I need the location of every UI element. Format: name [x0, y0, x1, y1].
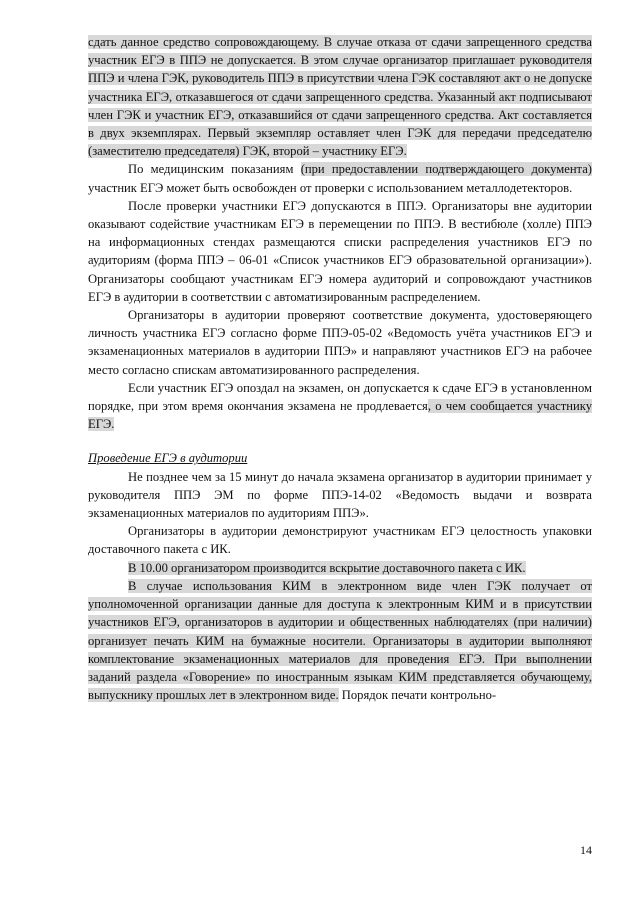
- highlighted-text: В 10.00 организатором производится вскрытие доставочного пакета с ИК.: [128, 560, 526, 575]
- highlighted-text: , о чем сообщается участнику ЕГЭ.: [88, 399, 592, 432]
- paragraph-p3: [88, 197, 592, 306]
- text-span: Организаторы в аудитории демонстрируют участникам ЕГЭ целостность упаковки доставочного пакета с ИК.: [88, 524, 592, 557]
- paragraph-p9: [88, 577, 592, 704]
- text-span: участник ЕГЭ может быть освобожден от проверки с использованием металлодетекторов.: [88, 180, 573, 195]
- text-span: Организаторы в аудитории проверяют соответствие документа, удостоверяющего личность участника ЕГЭ согласно форме ППЭ-05-02 «Ведомость учёта участников ЕГЭ и экзаменационных материалов в аудитории ППЭ» и направляют участников ЕГЭ на рабочее место согласно спискам автоматизированного распределения.: [88, 308, 592, 377]
- text-span: По медицинским показаниям: [128, 162, 301, 177]
- section-heading: [88, 449, 592, 467]
- text-span: Не позднее чем за 15 минут до начала экзамена организатор в аудитории принимает у руководителя ППЭ ЭМ по форме ППЭ-14-02 «Ведомость выдачи и возврата экзаменационных материалов по аудиториям ППЭ».: [88, 469, 592, 521]
- page-body: [88, 33, 592, 704]
- paragraph-p5: [88, 379, 592, 434]
- text-span: Если участник ЕГЭ опоздал на экзамен, он допускается к сдаче ЕГЭ в установленном порядке, при этом время окончания экзамена не продлевается: [88, 380, 592, 414]
- text-span: Порядок печати контрольно-: [338, 688, 497, 703]
- paragraph-p8: [88, 559, 592, 577]
- page-number: 14: [580, 843, 592, 857]
- text-span: После проверки участники ЕГЭ допускаются в ППЭ. Организаторы вне аудитории оказывают содействие участникам ЕГЭ в перемещении по ППЭ. В вестибюле (холле) ППЭ на информационных стендах размещаются списки распределения участников ЕГЭ по аудиториям (форма ППЭ – 06-01 «Список участников ЕГЭ образовательной организации»). Организаторы сообщают участникам ЕГЭ номера аудиторий и сопровождают участников ЕГЭ в аудитории в соответствии с автоматизированным распределением.: [88, 198, 592, 304]
- paragraph-p2: [88, 160, 592, 196]
- paragraph-p1: [88, 33, 592, 160]
- paragraph-p4: [88, 306, 592, 379]
- highlighted-text: сдать данное средство сопровождающему. В случае отказа от сдачи запрещенного средства участник ЕГЭ в ППЭ не допускается. В этом случае организатор приглашает руководителя ППЭ и члена ГЭК, руководитель ППЭ в присутствии члена ГЭК составляют акт о не допуске участника ЕГЭ, отказавшегося от сдачи запрещенного средства. Указанный акт подписывают член ГЭК и участник ЕГЭ, отказавшийся от сдачи запрещенного средства. Акт составляется в двух экземплярах. Первый экземпляр оставляет член ГЭК для передачи председателю (заместителю председателя) ГЭК, второй – участнику ЕГЭ.: [88, 35, 592, 159]
- paragraph-p6: [88, 468, 592, 523]
- paragraph-p7: [88, 522, 592, 558]
- highlighted-text: В случае использования КИМ в электронном виде член ГЭК получает от уполномоченной организации данные для доступа к электронным КИМ и в присутствии участников ЕГЭ, организаторов в аудитории и общественных наблюдателях (при наличии) организует печать КИМ на бумажные носители. Организаторы в аудитории выполняют комплектование экзаменационных материалов для проведения ЕГЭ. При выполнении заданий раздела «Говорение» по иностранным языкам КИМ представляется обучающему, выпускнику прошлых лет в электронном виде.: [88, 578, 592, 703]
- highlighted-text: (при предоставлении подтверждающего документа): [300, 162, 592, 177]
- heading-text: Проведение ЕГЭ в аудитории: [88, 451, 248, 466]
